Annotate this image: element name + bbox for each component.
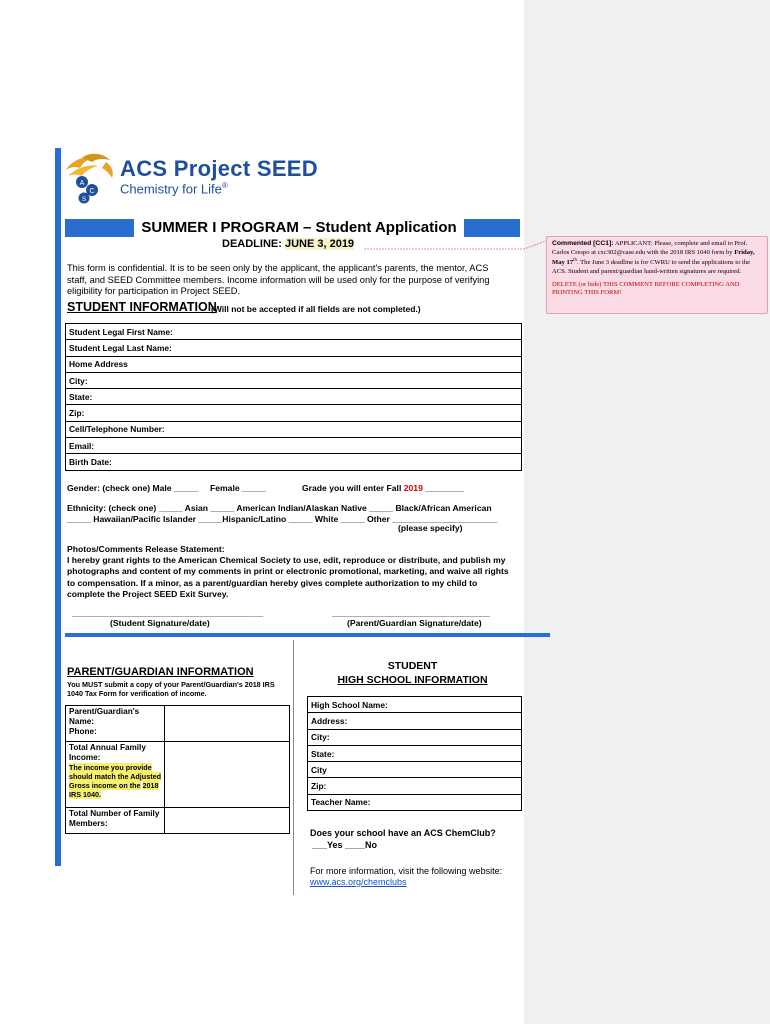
field-teacher-name[interactable]: Teacher Name: [308,794,522,810]
table-row[interactable] [66,438,522,454]
emblem-letter-c: C [89,188,95,195]
members-input[interactable] [165,808,290,834]
income-note-year: 2018 [142,781,159,790]
field-birth-date[interactable]: Birth Date: [66,454,522,470]
field-school-city[interactable]: City: [308,729,522,745]
logo-title: ACS Project SEED [120,156,318,181]
field-phone[interactable]: Cell/Telephone Number: [66,421,522,437]
field-school-city-2[interactable]: City [308,762,522,778]
school-heading-1: STUDENT [387,660,438,672]
release-text: I hereby grant rights to the American Chemical Society to use, edit, reproduce or distribute, and publish my photographs and content of my comments in print or electronic promotional, marketing, and waive all rights to compensation. If a minor, as a parent/guardian hereby gives complete authorization to my child to complete the Project SEED Exit Survey. [67,555,509,599]
emblem-letter-s: S [81,196,87,203]
parent-signature-line[interactable]: _________________________________ [332,608,490,618]
more-info-text: For more information, visit the following website: [310,866,503,876]
income-note [69,763,161,799]
field-city[interactable]: City: [66,372,522,388]
table-row[interactable] [308,713,522,729]
parent-note: You MUST submit a copy of your Parent/Guardian's 2018 IRS 1040 Tax Form for verification of income. [67,680,275,698]
table-row[interactable] [66,421,522,437]
chemclub-question: Does your school have an ACS ChemClub? [310,828,496,838]
student-info-note: (Will not be accepted if all fields are not completed.) [211,304,421,314]
deadline [222,238,354,250]
table-row[interactable] [66,356,522,372]
student-signature-line[interactable]: ________________________________________ [72,608,264,618]
table-row[interactable] [66,324,522,340]
section-divider [65,633,550,637]
ethnicity-specify: (please specify) [398,523,463,533]
comment-text-1: APPLICANT: Please, complete and email to Prof. Carlos Crespo at cxc302@case.edu with the 2018 IRS 1040 form by [552,240,748,256]
comment-box[interactable] [546,236,768,314]
field-state[interactable]: State: [66,389,522,405]
deadline-date: JUNE 3, 2019 [284,238,355,250]
confidential-paragraph: This form is confidential. It is to be seen only by the applicant, the applicant's parents, the mentor, ACS staff, and SEED Committee members. Income information will be used only for the purpose of verifying eligibility for participation in Project SEED. [67,263,490,296]
parent-signature-label: (Parent/Guardian Signature/date) [347,618,482,628]
logo-tagline-text: Chemistry for Life [120,181,222,197]
logo-tagline [120,181,228,196]
table-row[interactable] [66,389,522,405]
parent-name-cell [66,706,165,742]
comment-bold-date: Friday, May 17 [552,248,755,267]
ethnicity-line-2[interactable]: _____ Hawaiian/Pacific Islander _____Hispanic/Latino _____ White _____ Other ______________________ [67,514,498,524]
table-row[interactable] [66,454,522,470]
parent-heading: PARENT/GUARDIAN INFORMATION [67,666,254,678]
members-label: Total Number of Family Members: [66,808,165,834]
emblem-letter-a: A [79,180,85,187]
acs-emblem-icon [62,150,120,204]
comment-delete-note: DELETE (or hide) THIS COMMENT BEFORE COMPLETING AND PRINTING THIS FORM! [552,280,740,297]
chemclubs-link[interactable]: www.acs.org/chemclubs [310,877,407,887]
field-home-address[interactable]: Home Address [66,356,522,372]
table-row[interactable] [66,706,290,742]
table-row[interactable] [308,778,522,794]
comment-author: Commented [CC1]: [552,240,614,247]
field-school-address[interactable]: Address: [308,713,522,729]
female-option[interactable]: Female _____ [210,483,266,493]
income-note-b: IRS 1040. [69,790,101,799]
parent-name-label: Parent/Guardian's Name: [69,707,140,726]
table-row[interactable] [66,808,290,834]
table-row[interactable] [308,762,522,778]
field-last-name[interactable]: Student Legal Last Name: [66,340,522,356]
comment-text-2: . The June 3 deadline is for CWRU to send the applications to the ACS. Student and parent/guardian hand-written signatures are required. [552,259,751,275]
page-title: SUMMER I PROGRAM – Student Application [134,219,464,237]
field-school-state[interactable]: State: [308,745,522,761]
student-info-heading: STUDENT INFORMATION [67,300,217,314]
table-row[interactable] [308,697,522,713]
column-divider [293,640,294,895]
income-input[interactable] [165,742,290,808]
comment-sup: th [573,258,577,264]
field-school-zip[interactable]: Zip: [308,778,522,794]
field-email[interactable]: Email: [66,438,522,454]
field-zip[interactable]: Zip: [66,405,522,421]
grade-year: 2019 [403,483,423,493]
income-note-a: The income you provide should match the Adjusted Gross income on the [69,763,161,790]
grade-prefix: Grade you will enter Fall [302,483,402,493]
release-heading: Photos/Comments Release Statement: [67,544,225,554]
student-info-table [65,323,522,471]
grade-suffix: ________ [425,483,464,493]
field-school-name[interactable]: High School Name: [308,697,522,713]
table-row[interactable] [66,405,522,421]
parent-table [65,705,290,834]
income-cell [66,742,165,808]
school-heading-2: HIGH SCHOOL INFORMATION [337,674,488,686]
parent-phone-label: Phone: [69,727,97,736]
table-row[interactable] [66,340,522,356]
table-row[interactable] [308,794,522,810]
parent-name-input[interactable] [165,706,290,742]
field-first-name[interactable]: Student Legal First Name: [66,324,522,340]
comment-connector [364,240,546,250]
table-row[interactable] [308,745,522,761]
logo-reg: ® [221,181,228,190]
ethnicity-line-1[interactable]: Ethnicity: (check one) _____ Asian _____ American Indian/Alaskan Native _____ Black/African American [67,503,492,513]
income-label: Total Annual Family Income: [69,743,146,762]
table-row[interactable] [308,729,522,745]
school-table [307,696,522,811]
comment-pane [524,0,770,1024]
chemclub-answer[interactable]: ___Yes ____No [312,840,378,850]
table-row[interactable] [66,742,290,808]
grade-line[interactable] [302,483,464,494]
gender-line[interactable]: Gender: (check one) Male _____ [67,483,198,493]
table-row[interactable] [66,372,522,388]
deadline-label: DEADLINE: [222,238,282,250]
student-signature-label: (Student Signature/date) [110,618,210,628]
left-accent-bar [55,148,61,866]
